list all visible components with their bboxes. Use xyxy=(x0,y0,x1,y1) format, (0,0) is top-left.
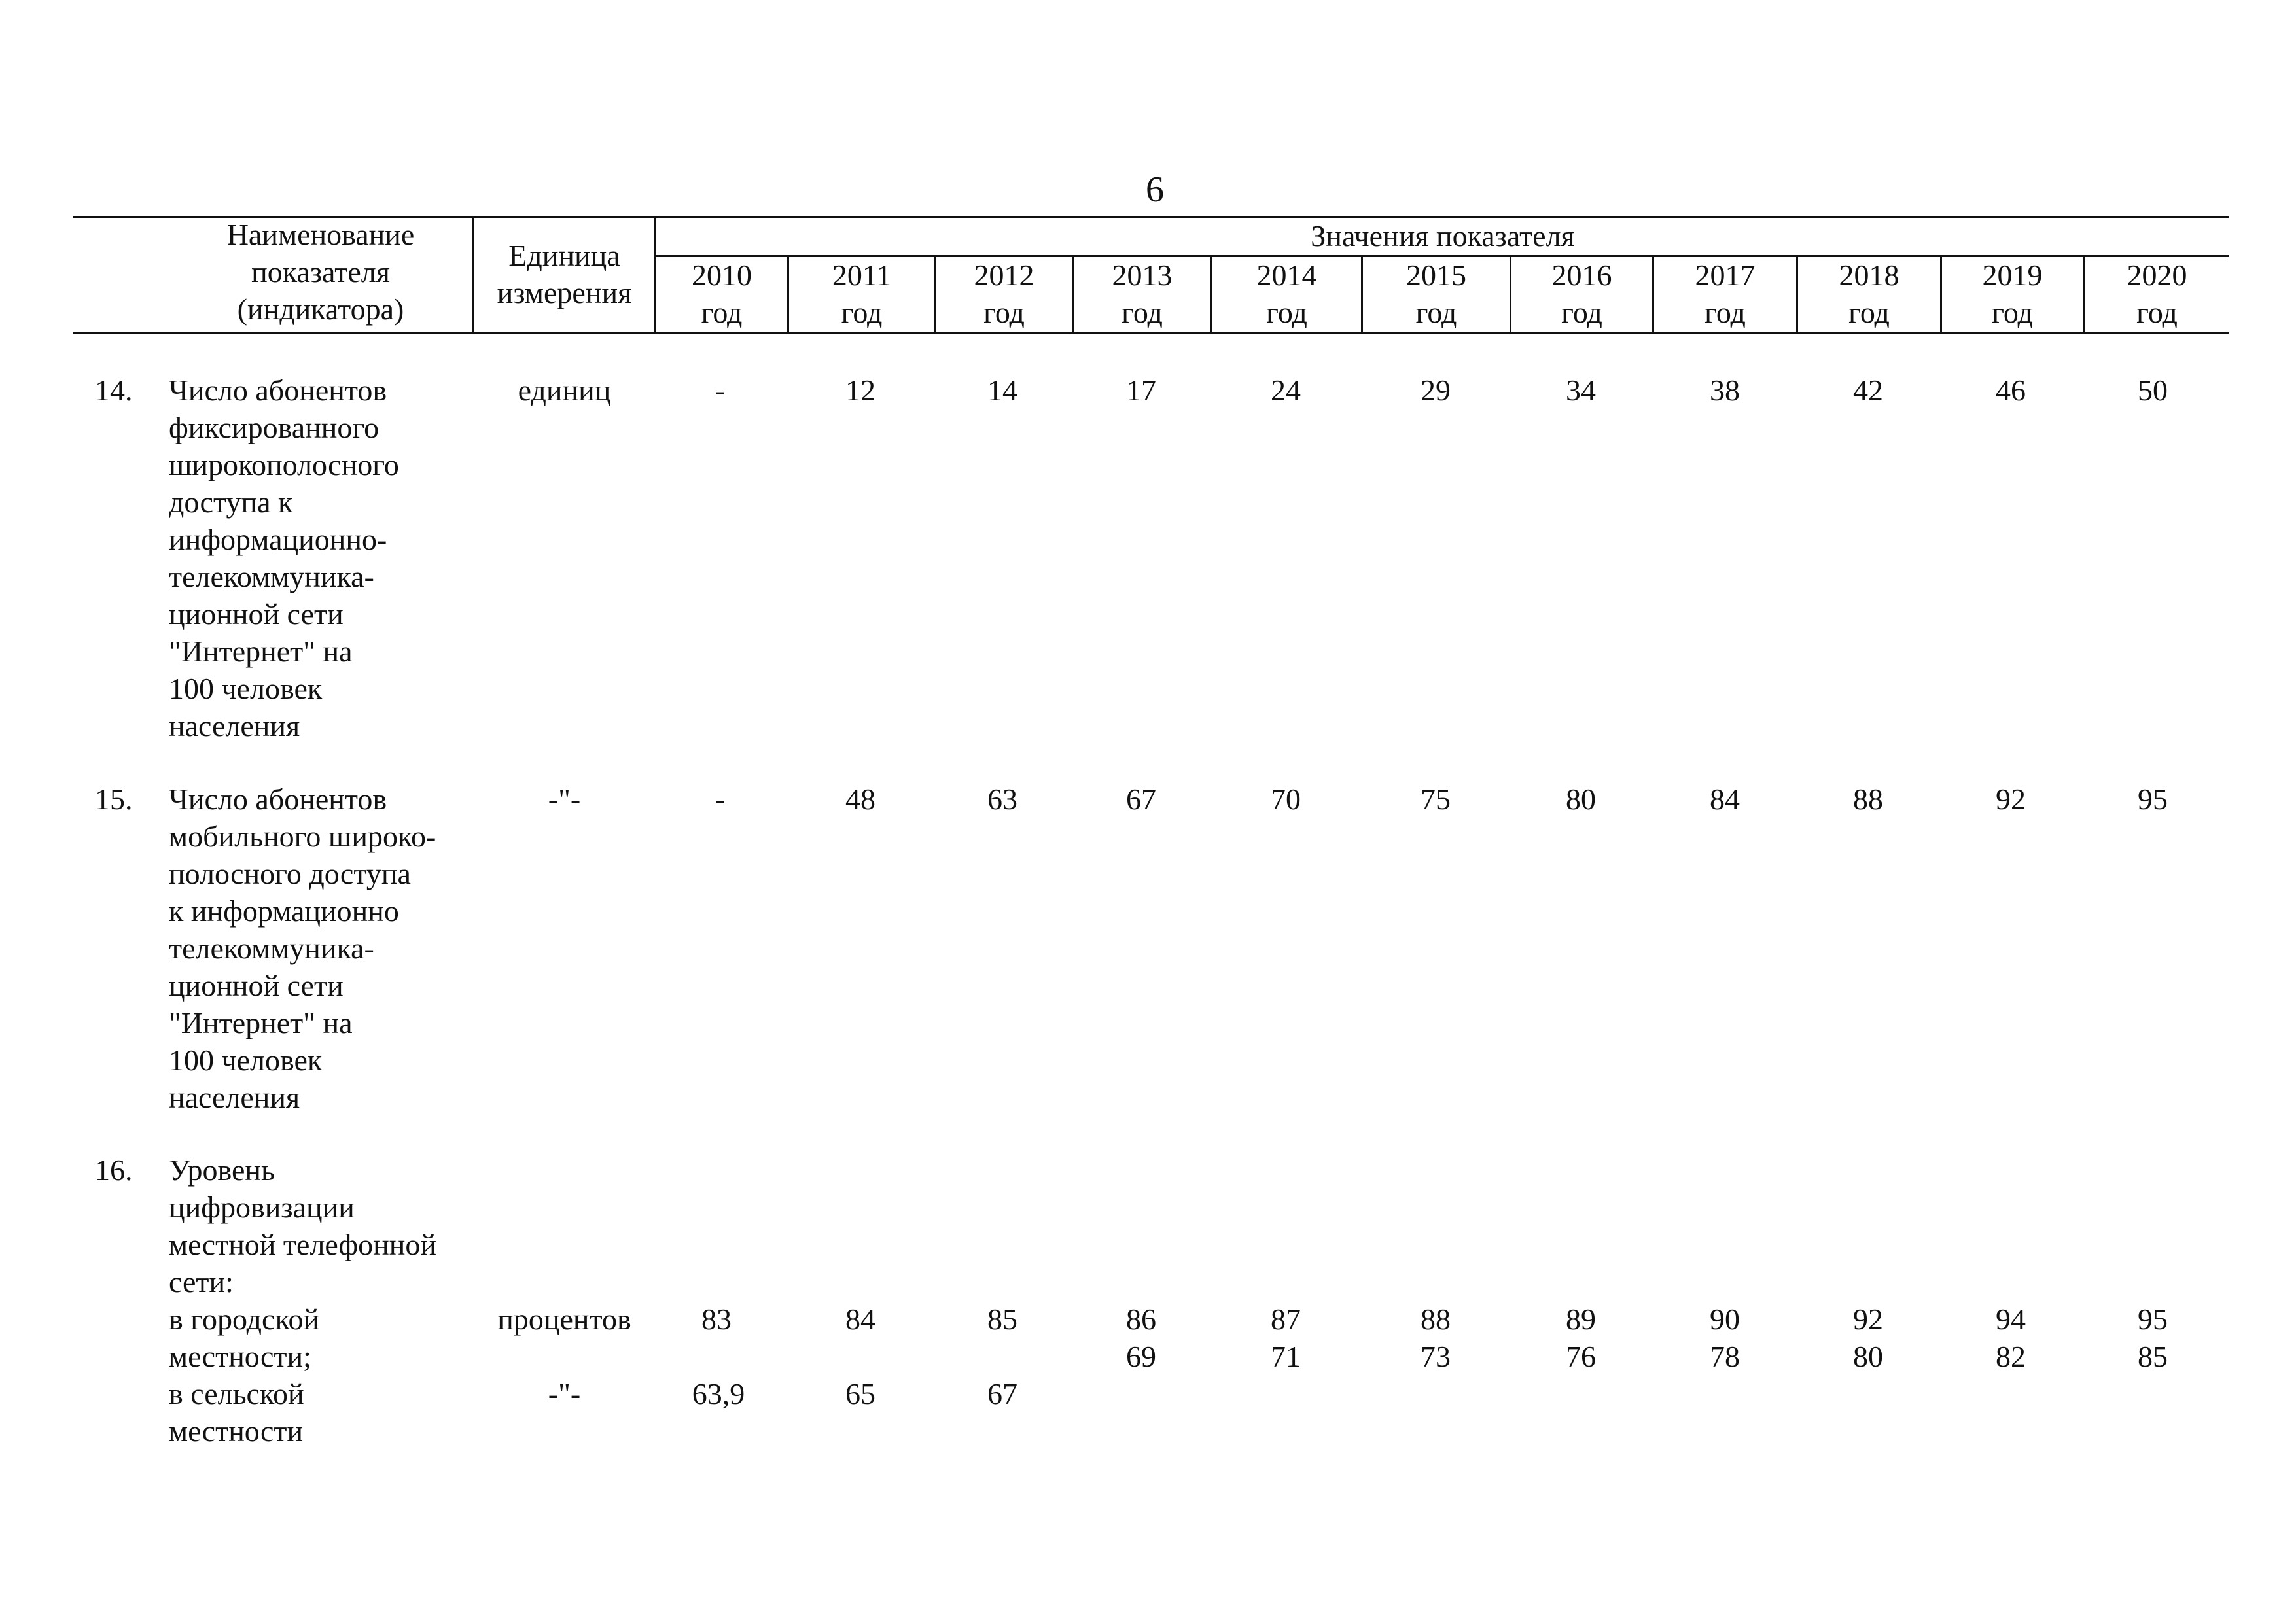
rural-value-cell: 63,9 xyxy=(692,1377,745,1410)
year-header: 2012 год xyxy=(974,258,1034,329)
value-cell: - xyxy=(715,782,725,816)
rural-value-cell: 67 xyxy=(987,1377,1017,1410)
second-line-value-cell: 71 xyxy=(1271,1340,1301,1373)
value-cell: 38 xyxy=(1710,374,1740,407)
year-header: 2010 год xyxy=(692,258,752,329)
year-header: 2014 год xyxy=(1256,258,1317,329)
rural-label: в сельской местности xyxy=(169,1377,304,1448)
second-line-value-cell: 78 xyxy=(1710,1340,1740,1373)
year-header: 2011 год xyxy=(832,258,892,329)
second-line-value-cell: 73 xyxy=(1421,1340,1451,1373)
year-header: 2016 год xyxy=(1551,258,1612,329)
value-cell: 75 xyxy=(1421,782,1451,816)
value-cell: 70 xyxy=(1271,782,1301,816)
value-cell: 67 xyxy=(1126,782,1156,816)
row-number: 16. xyxy=(95,1153,133,1187)
value-cell: 50 xyxy=(2138,374,2168,407)
value-cell: 92 xyxy=(1996,782,2026,816)
value-cell: 88 xyxy=(1853,782,1883,816)
value-cell: 17 xyxy=(1126,374,1156,407)
row-number: 14. xyxy=(95,374,133,407)
urban-value-cell: 86 xyxy=(1126,1302,1156,1336)
value-cell: 84 xyxy=(1710,782,1740,816)
year-header: 2013 год xyxy=(1112,258,1173,329)
year-header: 2019 год xyxy=(1982,258,2043,329)
urban-value-cell: 92 xyxy=(1853,1302,1883,1336)
second-line-value-cell: 85 xyxy=(2138,1340,2168,1373)
header-indicator-name: Наименование показателя (индикатора) xyxy=(226,218,415,326)
urban-label: в городской местности; xyxy=(169,1302,320,1373)
value-cell: 95 xyxy=(2138,782,2168,816)
second-line-value-cell: 69 xyxy=(1126,1340,1156,1373)
header-bottom-rule xyxy=(73,332,2229,334)
urban-value-cell: 94 xyxy=(1996,1302,2026,1336)
second-line-value-cell: 76 xyxy=(1566,1340,1596,1373)
indicator-name: Число абонентов фиксированного широкополосного доступа к информационно- телекоммуника- ционной сети "Интернет" на 100 человек населения xyxy=(169,374,399,742)
value-cell: 29 xyxy=(1421,374,1451,407)
urban-value-cell: 85 xyxy=(987,1302,1017,1336)
row-number: 15. xyxy=(95,782,133,816)
urban-value-cell: 83 xyxy=(701,1302,732,1336)
rural-value-cell: 65 xyxy=(845,1377,875,1410)
value-cell: 48 xyxy=(845,782,875,816)
urban-value-cell: 95 xyxy=(2138,1302,2168,1336)
urban-unit: процентов xyxy=(497,1302,631,1336)
value-cell: 34 xyxy=(1566,374,1596,407)
second-line-value-cell: 82 xyxy=(1996,1340,2026,1373)
second-line-value-cell: 80 xyxy=(1853,1340,1883,1373)
value-cell: 14 xyxy=(987,374,1017,407)
urban-value-cell: 87 xyxy=(1271,1302,1301,1336)
indicator-name: Число абонентов мобильного широко- полосного доступа к информационно телекоммуника- ционной сети "Интернет" на 100 человек населения xyxy=(169,782,436,1114)
value-cell: 63 xyxy=(987,782,1017,816)
unit-value: единиц xyxy=(518,374,611,407)
value-cell: 12 xyxy=(845,374,875,407)
urban-value-cell: 90 xyxy=(1710,1302,1740,1336)
indicator-name: Уровень цифровизации местной телефонной сети: xyxy=(169,1153,437,1299)
year-header: 2020 год xyxy=(2127,258,2187,329)
year-header: 2017 год xyxy=(1695,258,1756,329)
value-cell: - xyxy=(715,374,725,407)
value-cell: 42 xyxy=(1853,374,1883,407)
header-unit: Единица измерения xyxy=(497,239,632,309)
year-header: 2018 год xyxy=(1839,258,1899,329)
value-cell: 24 xyxy=(1271,374,1301,407)
unit-value: -"- xyxy=(548,782,581,816)
rural-unit: -"- xyxy=(548,1377,581,1410)
urban-value-cell: 89 xyxy=(1566,1302,1596,1336)
urban-value-cell: 88 xyxy=(1421,1302,1451,1336)
value-cell: 80 xyxy=(1566,782,1596,816)
year-header: 2015 год xyxy=(1406,258,1466,329)
page-number: 6 xyxy=(1146,169,1164,210)
header-values-group: Значения показателя xyxy=(1311,219,1575,253)
value-cell: 46 xyxy=(1996,374,2026,407)
urban-value-cell: 84 xyxy=(845,1302,875,1336)
